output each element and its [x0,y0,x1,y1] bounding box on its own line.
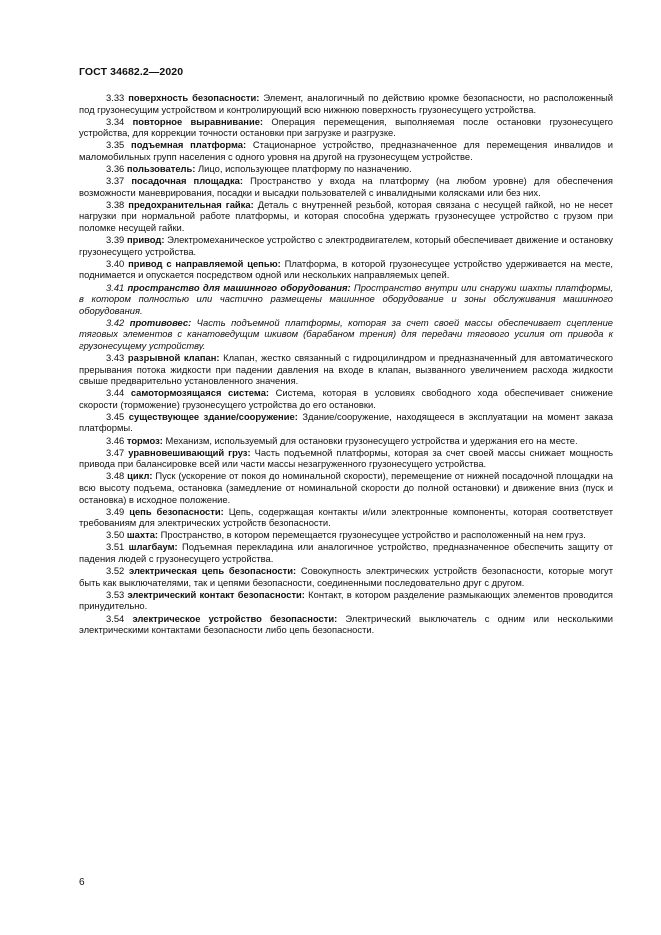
definition-number: 3.45 [106,410,125,422]
definition-item [79,258,613,281]
definition-term: повторное выравнивание: [132,115,264,127]
definition-text: Механизм, используемый для остановки грузонесущего устройства и удержания его на месте. [162,434,578,446]
definition-number: 3.41 [106,281,125,293]
definition-term: посадочная площадка: [131,175,243,187]
definition-term: существующее здание/сооружение: [128,410,298,422]
definition-number: 3.35 [106,139,125,151]
definition-text: Контакт, в котором разделение размыкающих элементов проводится принудительно. [79,588,613,612]
definition-item [79,435,613,447]
definition-text: Пространство, в котором перемещается грузонесущее устройство и расположенный на нем груз. [158,529,586,541]
definition-item [79,470,613,505]
definition-text: Операция перемещения, выполняемая после остановки грузонесущего устройства, для коррекции точности остановки при загрузке и разгрузке. [79,115,614,139]
definition-number: 3.48 [106,470,125,482]
definition-number: 3.39 [106,234,125,246]
definition-number: 3.40 [106,257,125,269]
definition-term: шлагбаум: [128,541,178,553]
definition-text: Часть подъемной платформы, которая за счет своей массы обеспечивает сцепление тяговых элементов с канатоведущим шкивом (барабаном трения) для передачи тягового усилия от привода к грузонесущему устройству. [79,316,613,351]
definition-term: цикл: [127,470,153,482]
definition-number: 3.47 [106,446,125,458]
definition-item [79,506,613,529]
definition-number: 3.46 [106,434,125,446]
definition-term: пространство для машинного оборудования: [127,281,351,293]
definition-item [79,199,613,234]
definition-term: разрывной клапан: [127,351,220,363]
definition-text: Лицо, использующее платформу по назначению. [195,163,412,175]
definition-text: Система, которая в условиях свободного хода обеспечивает снижение скорости (торможение) грузонесущего устройства до его остановки. [79,387,613,410]
definition-number: 3.42 [106,316,125,328]
definition-item [79,282,613,317]
definition-term: поверхность безопасности: [128,92,260,103]
definition-text: Электромеханическое устройство с электродвигателем, который обеспечивает движение и остановку грузонесущего устройства. [79,234,613,257]
definition-item [79,541,613,564]
definition-text: Стационарное устройство, предназначенное для перемещения инвалидов и маломобильных групп населения с одного уровня на другой на грузонесущем устройстве. [79,139,614,162]
definition-number: 3.51 [106,541,125,553]
definition-text: Часть подъемной платформы, которая за счет своей массы снижает мощность привода при балансировке всей или части массы незагруженного грузонесущего устройства. [79,446,613,470]
definition-number: 3.49 [106,505,125,517]
definition-text: Пуск (ускорение от покоя до номинальной скорости), перемещение от нижней посадочной площадки на всю высоту подъема, остановка (замедление от номинальной скорости до полной остановки) и движение вниз (пуск и остановка) в исходное положение. [79,470,613,505]
definition-number: 3.50 [106,529,125,541]
page-number: 6 [79,877,85,888]
definition-item [79,234,613,257]
definition-item [79,352,613,387]
definition-term: электрическое устройство безопасности: [132,612,338,624]
definition-text: Цепь, содержащая контакты и/или электронные компоненты, которая соответствует требованиям для электрических устройств безопасности. [79,505,614,529]
definition-item [79,411,613,434]
definition-number: 3.44 [106,387,125,399]
definition-item [79,529,613,541]
definition-text: Платформа, в которой грузонесущее устройство удерживается на месте, поднимается и опускается посредством одной или нескольких направляемых цепей. [79,257,614,281]
definition-text: Пространство внутри или снаружи шахты платформы, в котором полностью или частично размещены машинное оборудование и зоны обслуживания машинного оборудования. [79,281,613,316]
definition-number: 3.43 [106,351,125,363]
definition-term: электрическая цепь безопасности: [129,565,297,577]
definitions-list [79,92,613,636]
document-header: ГОСТ 34682.2—2020 [79,66,184,78]
definition-term: уравновешивающий груз: [128,446,251,458]
definition-term: привод: [126,234,165,246]
definition-number: 3.34 [106,115,125,127]
definition-term: противовес: [129,316,192,328]
definition-text: Клапан, жестко связанный с гидроцилиндром и предназначенный для автоматического прерывания потока жидкости при падении давления на входе в клапан, вызванного увеличением расхода жидкости свыше предварительно установленного значения. [79,351,613,387]
definition-item [79,139,613,162]
definition-number: 3.37 [106,175,125,187]
definition-item [79,317,613,352]
definition-text: Совокупность электрических устройств безопасности, которые могут быть как выключателями, так и цепями безопасности, соединенными последовательно друг с другом. [79,565,614,588]
definition-term: пользователь: [126,163,196,175]
definition-number: 3.38 [106,198,125,210]
definition-term: самотормозящаяся система: [130,387,270,399]
definition-item [79,565,613,588]
definition-term: тормоз: [126,434,163,446]
definition-text: Деталь с внутренней резьбой, которая связана с несущей гайкой, но не несет нагрузки при нормальной работе платформы, и которая способна удержать грузонесущее устройство с грузом при поломке несущей гайки. [79,198,614,233]
definition-number: 3.33 [106,92,125,103]
definition-term: предохранительная гайка: [128,198,254,210]
definition-item [79,116,613,139]
definition-item [79,92,613,115]
definition-text: Пространство у входа на платформу (на любом уровне) для обеспечения возможности маневрирования, посадки и высадки пользователей с инвалидными колясками или без них. [79,175,613,198]
definition-number: 3.52 [106,565,125,577]
definition-text: Элемент, аналогичный по действию кромке безопасности, но расположенный под грузонесущим устройством и контролирующий всю нижнюю поверхность грузонесущего устройства. [79,92,613,115]
definition-item [79,589,613,612]
definition-term: подъемная платформа: [131,139,247,151]
definition-item [79,387,613,410]
definition-text: Здание/сооружение, находящееся в эксплуатации на момент заказа платформы. [79,410,613,434]
definition-item [79,175,613,198]
definition-text: Подъемная перекладина или аналогичное устройство, предназначенное обеспечить защиту от падения людей с грузонесущего устройства. [79,541,613,565]
definition-item [79,447,613,470]
definition-term: цепь безопасности: [129,505,224,517]
definition-number: 3.54 [106,612,125,624]
definition-number: 3.53 [106,588,125,600]
definition-term: привод с направляемой цепью: [128,257,281,269]
definition-term: электрический контакт безопасности: [127,588,305,600]
definition-term: шахта: [126,529,159,541]
definition-number: 3.36 [106,163,125,175]
definition-item [79,163,613,175]
definition-item [79,613,613,636]
definition-text: Электрический выключатель с одним или несколькими электрическими контактами безопасности либо цепь безопасности. [79,612,614,636]
